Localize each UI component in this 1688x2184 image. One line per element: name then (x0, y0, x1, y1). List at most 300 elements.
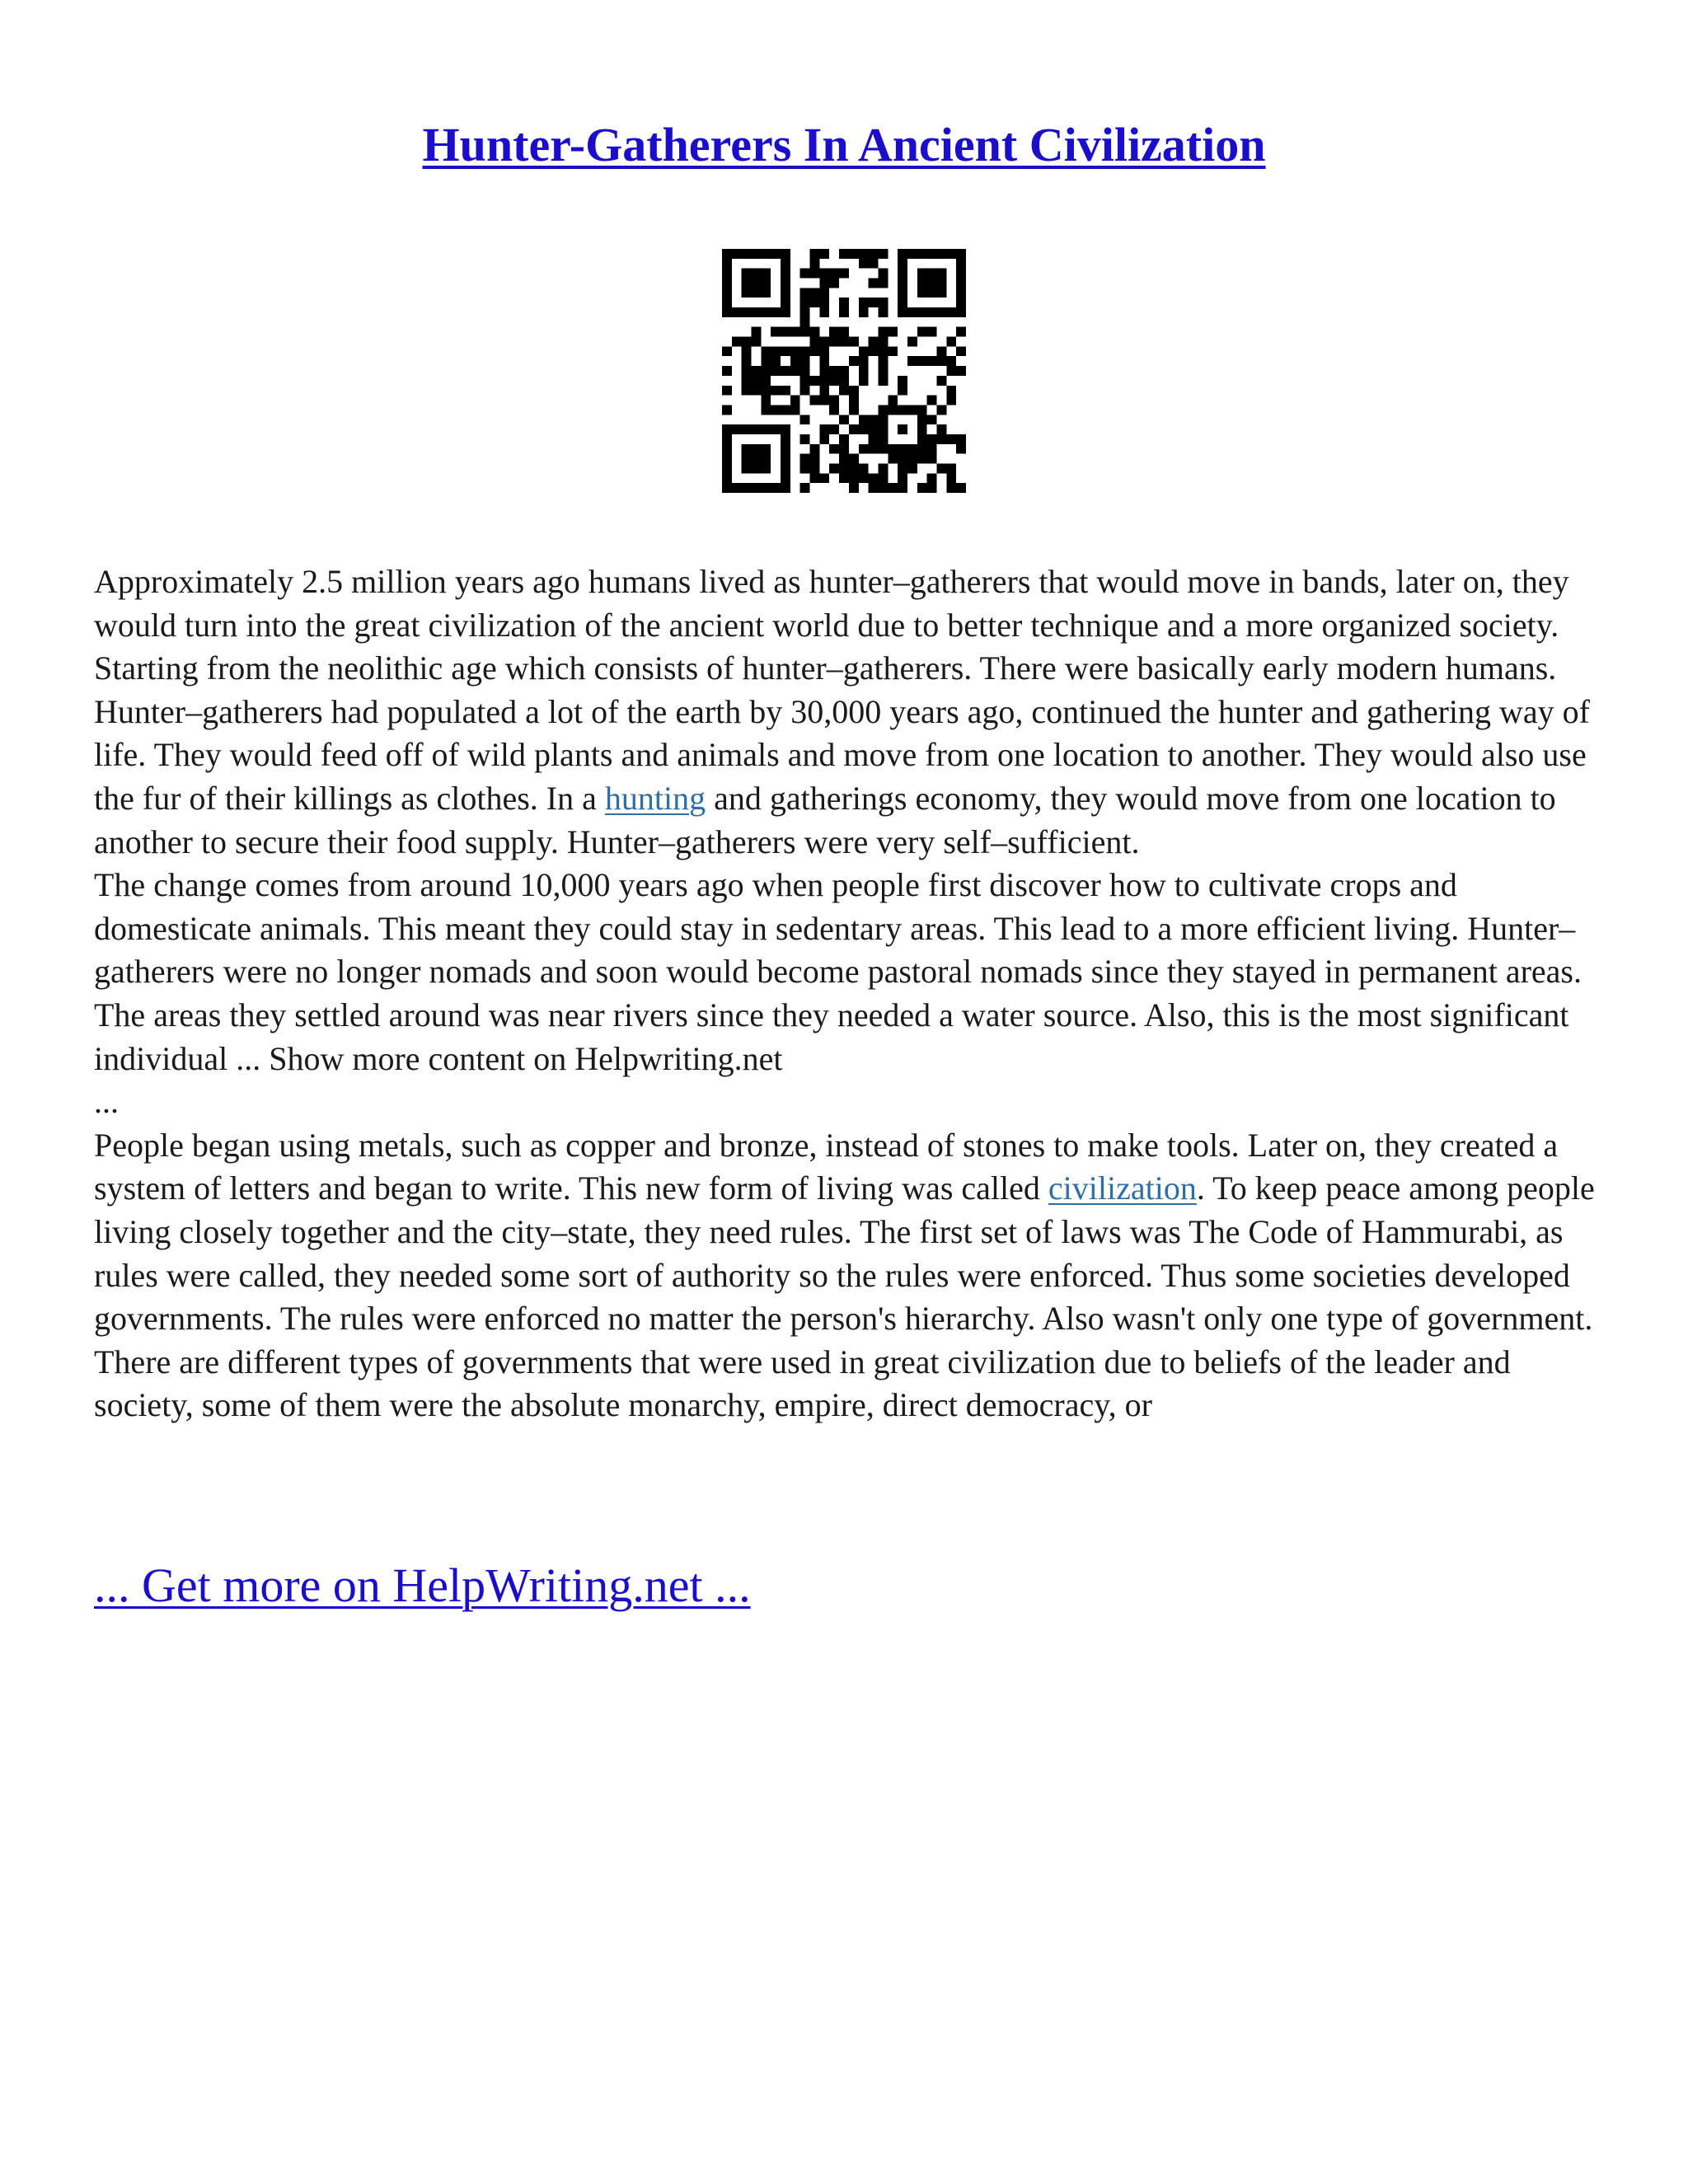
qr-module (781, 434, 790, 444)
qr-module (859, 307, 869, 317)
qr-module (936, 288, 946, 298)
qr-module (956, 288, 966, 298)
qr-module (839, 327, 849, 337)
qr-module (956, 269, 966, 279)
qr-module (839, 415, 849, 424)
qr-module (869, 279, 879, 288)
qr-module (849, 337, 859, 347)
qr-module (869, 473, 879, 483)
qr-module (800, 463, 810, 473)
qr-module (927, 415, 937, 424)
qr-module (849, 424, 859, 434)
qr-module (829, 405, 839, 415)
qr-module (819, 307, 829, 317)
qr-module (917, 269, 927, 279)
qr-module (829, 463, 839, 473)
qr-module (878, 337, 888, 347)
qr-module (829, 327, 839, 337)
qr-module (829, 444, 839, 454)
qr-module (722, 483, 732, 493)
qr-module (800, 434, 810, 444)
qr-module (936, 463, 946, 473)
qr-module (859, 356, 869, 366)
qr-module (722, 346, 732, 356)
qr-module (829, 424, 839, 434)
qr-module (722, 434, 732, 444)
qr-module (771, 249, 781, 259)
qr-module (878, 434, 888, 444)
qr-module (752, 424, 762, 434)
qr-module (722, 424, 732, 434)
paragraph-3-text-a: People began using metals, such as copper and bronze, instead of stones to make tools. Later on, they created a system of letters and began to write. This new form of living was called (94, 1126, 1559, 1207)
qr-module (946, 434, 956, 444)
qr-module (742, 483, 752, 493)
qr-module (829, 337, 839, 347)
qr-module (819, 279, 829, 288)
qr-module (869, 434, 879, 444)
qr-module (936, 279, 946, 288)
qr-module (859, 463, 869, 473)
qr-module (819, 386, 829, 396)
qr-module (888, 444, 898, 454)
qr-module (927, 279, 937, 288)
qr-module (752, 279, 762, 288)
qr-module (898, 405, 907, 415)
qr-module (752, 366, 762, 376)
qr-module (859, 366, 869, 376)
qr-module (936, 249, 946, 259)
qr-module (936, 424, 946, 434)
qr-module (859, 259, 869, 269)
qr-module (917, 327, 927, 337)
qr-module (878, 346, 888, 356)
qr-module (936, 434, 946, 444)
qr-module (800, 307, 810, 317)
qr-module (878, 269, 888, 279)
qr-module (829, 269, 839, 279)
qr-module (761, 366, 771, 376)
qr-module (761, 288, 771, 298)
qr-module (761, 463, 771, 473)
qr-module (722, 279, 732, 288)
title-link[interactable]: Hunter-Gatherers In Ancient Civilization (422, 118, 1266, 171)
qr-module (898, 386, 907, 396)
qr-module (917, 279, 927, 288)
article-body (94, 560, 1602, 1427)
qr-module (752, 463, 762, 473)
qr-module (742, 463, 752, 473)
qr-module (819, 434, 829, 444)
qr-module (722, 288, 732, 298)
qr-module (800, 376, 810, 386)
qr-module (936, 376, 946, 386)
qr-module (956, 259, 966, 269)
qr-module (839, 473, 849, 483)
qr-module (810, 463, 820, 473)
qr-module (722, 269, 732, 279)
qr-module (771, 327, 781, 337)
qr-module (927, 434, 937, 444)
qr-module (829, 279, 839, 288)
qr-module (771, 356, 781, 366)
qr-module (781, 269, 790, 279)
qr-module (907, 307, 917, 317)
qr-module (810, 337, 820, 347)
qr-module (917, 356, 927, 366)
qr-module (878, 473, 888, 483)
qr-module (898, 483, 907, 493)
qr-module (878, 463, 888, 473)
qr-module (849, 473, 859, 483)
qr-module (869, 483, 879, 493)
qr-module (790, 346, 800, 356)
qr-module (810, 259, 820, 269)
qr-module (781, 366, 790, 376)
qr-module (742, 424, 752, 434)
qr-module (722, 259, 732, 269)
qr-module (956, 307, 966, 317)
qr-module (859, 376, 869, 386)
qr-module (888, 327, 898, 337)
qr-module (927, 483, 937, 493)
qr-module (742, 366, 752, 376)
paragraph-2: The change comes from around 10,000 years ago when people first discover how to cultivate crops and domesticate animals. This meant they could stay in sedentary areas. This lead to a more efficient living. Hunter–gatherers were no longer nomads and soon would become pastoral nomads since they stayed in permanent areas. The areas they settled around was near rivers since they needed a water source. Also, this is the most significant individual ... Show more content on Helpwriting.net (94, 866, 1582, 1077)
qr-module (790, 356, 800, 366)
qr-module (849, 356, 859, 366)
qr-module (752, 386, 762, 396)
qr-module (927, 473, 937, 483)
qr-module (742, 269, 752, 279)
qr-module (878, 356, 888, 366)
qr-module (781, 424, 790, 434)
qr-module (927, 269, 937, 279)
qr-module (761, 346, 771, 356)
qr-module (761, 269, 771, 279)
qr-module (752, 307, 762, 317)
qr-module (752, 337, 762, 347)
qr-module (839, 444, 849, 454)
qr-module (742, 346, 752, 356)
qr-module (781, 405, 790, 415)
qr-module (800, 298, 810, 307)
qr-module (752, 288, 762, 298)
paragraph-1 (94, 560, 1602, 864)
qr-module (810, 298, 820, 307)
hunting-link[interactable]: hunting (604, 779, 706, 817)
qr-module (829, 366, 839, 376)
qr-module (800, 366, 810, 376)
qr-module (927, 444, 937, 454)
qr-module (917, 288, 927, 298)
qr-module (790, 366, 800, 376)
qr-module (781, 463, 790, 473)
qr-module (888, 405, 898, 415)
qr-module (878, 405, 888, 415)
qr-module (956, 279, 966, 288)
qr-module (752, 269, 762, 279)
qr-module (869, 415, 879, 424)
qr-module (839, 386, 849, 396)
qr-module (878, 307, 888, 317)
get-more-link[interactable]: ... Get more on HelpWriting.net ... (94, 1558, 751, 1612)
qr-module (927, 356, 937, 366)
qr-module (781, 454, 790, 464)
qr-module (907, 356, 917, 366)
qr-module (722, 307, 732, 317)
qr-module (917, 454, 927, 464)
qr-module (800, 288, 810, 298)
qr-module (869, 337, 879, 347)
qr-module (849, 249, 859, 259)
qr-module (917, 405, 927, 415)
qr-module (800, 386, 810, 396)
qr-module (878, 249, 888, 259)
qr-module (810, 376, 820, 386)
qr-module (898, 376, 907, 386)
qr-module (898, 249, 907, 259)
qr-module (946, 337, 956, 347)
qr-module (859, 473, 869, 483)
qr-module (917, 434, 927, 444)
qr-module (819, 424, 829, 434)
qr-module (946, 473, 956, 483)
qr-module (936, 356, 946, 366)
qr-module (878, 483, 888, 493)
qr-module (771, 483, 781, 493)
qr-module (742, 307, 752, 317)
qr-module (810, 444, 820, 454)
qr-module (781, 259, 790, 269)
qr-module (849, 405, 859, 415)
qr-module (859, 298, 869, 307)
qr-module (722, 298, 732, 307)
qr-module (936, 307, 946, 317)
qr-module (888, 396, 898, 405)
qr-module (722, 463, 732, 473)
qr-module (800, 346, 810, 356)
qr-module (839, 249, 849, 259)
qr-module (761, 279, 771, 288)
qr-module (917, 483, 927, 493)
qr-module (819, 346, 829, 356)
qr-module (771, 424, 781, 434)
qr-module (771, 386, 781, 396)
qr-module (810, 396, 820, 405)
qr-module (742, 279, 752, 288)
qr-module (761, 386, 771, 396)
qr-module (810, 346, 820, 356)
qr-module (819, 356, 829, 366)
qr-module (878, 327, 888, 337)
qr-module (771, 366, 781, 376)
qr-module (869, 298, 879, 307)
qr-module (829, 396, 839, 405)
qr-module (907, 405, 917, 415)
qr-module (742, 376, 752, 386)
qr-module (898, 307, 907, 317)
qr-module (761, 424, 771, 434)
qr-module (800, 356, 810, 366)
qr-module (898, 444, 907, 454)
qr-module (917, 415, 927, 424)
qr-module (927, 454, 937, 464)
qr-module (781, 483, 790, 493)
qr-module (819, 288, 829, 298)
qr-module (800, 317, 810, 327)
qr-module (839, 307, 849, 317)
qr-module (722, 405, 732, 415)
qr-module (752, 327, 762, 337)
paragraph-1-text-b: and gatherings economy, they would move from one location to another to secure their food supply. Hunter–gatherers were very self–sufficient. (94, 779, 1556, 860)
qr-module (946, 249, 956, 259)
qr-module (800, 415, 810, 424)
qr-module (888, 483, 898, 493)
qr-module (859, 444, 869, 454)
qr-module (722, 366, 732, 376)
qr-module (722, 454, 732, 464)
qr-module (907, 444, 917, 454)
qr-module (752, 483, 762, 493)
qr-module (761, 405, 771, 415)
qr-module (819, 376, 829, 386)
qr-module (956, 249, 966, 259)
get-more-line (94, 1556, 751, 1615)
qr-module (742, 454, 752, 464)
qr-module (946, 396, 956, 405)
qr-module (849, 463, 859, 473)
qr-module (878, 424, 888, 434)
qr-module (839, 337, 849, 347)
qr-module (771, 307, 781, 317)
qr-module (869, 346, 879, 356)
qr-module (878, 415, 888, 424)
qr-module (956, 366, 966, 376)
qr-module (742, 356, 752, 366)
qr-module (869, 424, 879, 434)
qr-module (898, 424, 907, 434)
qr-module (839, 298, 849, 307)
qr-module (946, 483, 956, 493)
qr-module (839, 366, 849, 376)
qr-module (742, 386, 752, 396)
qr-module (742, 444, 752, 454)
qr-module (878, 444, 888, 454)
qr-module (917, 307, 927, 317)
qr-module (732, 424, 742, 434)
qr-module (946, 386, 956, 396)
qr-module (956, 434, 966, 444)
qr-module (936, 346, 946, 356)
ellipsis-line: ... (94, 1083, 119, 1121)
qr-module (761, 483, 771, 493)
qr-module (849, 454, 859, 464)
qr-module (722, 444, 732, 454)
qr-module (888, 454, 898, 464)
qr-module (810, 454, 820, 464)
qr-module (790, 405, 800, 415)
qr-module (781, 444, 790, 454)
qr-module (810, 288, 820, 298)
qr-module (800, 269, 810, 279)
qr-module (907, 454, 917, 464)
qr-module (781, 279, 790, 288)
page-title (0, 115, 1688, 175)
qr-module (839, 434, 849, 444)
qr-module (752, 444, 762, 454)
qr-module (878, 376, 888, 386)
qr-module (742, 288, 752, 298)
qr-module (917, 444, 927, 454)
qr-module (771, 405, 781, 415)
qr-module (732, 307, 742, 317)
qr-module (781, 327, 790, 337)
civilization-link[interactable]: civilization (1048, 1169, 1197, 1207)
qr-module (869, 249, 879, 259)
qr-module (781, 473, 790, 483)
qr-module (946, 366, 956, 376)
qr-module (956, 444, 966, 454)
qr-module (781, 346, 790, 356)
qr-module (771, 346, 781, 356)
qr-module (790, 396, 800, 405)
qr-module (819, 298, 829, 307)
qr-module (946, 463, 956, 473)
qr-module (839, 463, 849, 473)
qr-module (781, 288, 790, 298)
qr-module (888, 346, 898, 356)
qr-module (927, 307, 937, 317)
qr-module (927, 327, 937, 337)
qr-module (761, 444, 771, 454)
qr-module (819, 337, 829, 347)
qr-module (907, 337, 917, 347)
qr-module (752, 454, 762, 464)
qr-module (761, 307, 771, 317)
qr-module (839, 376, 849, 386)
qr-module (849, 483, 859, 493)
qr-module (781, 298, 790, 307)
qr-module (781, 386, 790, 396)
qr-module (819, 366, 829, 376)
qr-module (898, 288, 907, 298)
qr-module (732, 483, 742, 493)
qr-module (898, 279, 907, 288)
qr-module (898, 298, 907, 307)
qr-module (869, 259, 879, 269)
qr-module (859, 249, 869, 259)
qr-module (829, 376, 839, 386)
qr-module (722, 473, 732, 483)
qr-module (761, 454, 771, 464)
qr-module (927, 288, 937, 298)
paragraph-3-text-b: . To keep peace among people living closely together and the city–state, they need rules. The first set of laws was The Code of Hammurabi, as rules were called, they needed some sort of authority so the rules were enforced. Thus some societies developed governments. The rules were enforced no matter the person's hierarchy. Also wasn't only one type of government. There are different types of governments that were used in great civilization due to beliefs of the leader and society, some of them were the absolute monarchy, empire, direct democracy, or (94, 1169, 1595, 1424)
qr-module (839, 269, 849, 279)
qr-module (761, 356, 771, 366)
paragraph-3 (94, 1124, 1602, 1427)
qr-module (810, 249, 820, 259)
qr-code-image (722, 249, 966, 493)
qr-module (781, 307, 790, 317)
qr-module (752, 376, 762, 386)
qr-module (956, 298, 966, 307)
paragraph-1-text-a: Approximately 2.5 million years ago humans lived as hunter–gatherers that would move in bands, later on, they would turn into the great civilization of the ancient world due to better technique and a more organized society. Starting from the neolithic age which consists of hunter–gatherers. There were basically early modern humans. Hunter–gatherers had populated a lot of the earth by 30,000 years ago, continued the hunter and gathering way of life. They would feed off of wild plants and animals and move from one location to another. They would also use the fur of their killings as clothes. In a (94, 563, 1590, 817)
qr-module (800, 454, 810, 464)
qr-module (849, 396, 859, 405)
qr-module (819, 249, 829, 259)
qr-module (859, 424, 869, 434)
qr-module (878, 279, 888, 288)
qr-module (781, 249, 790, 259)
